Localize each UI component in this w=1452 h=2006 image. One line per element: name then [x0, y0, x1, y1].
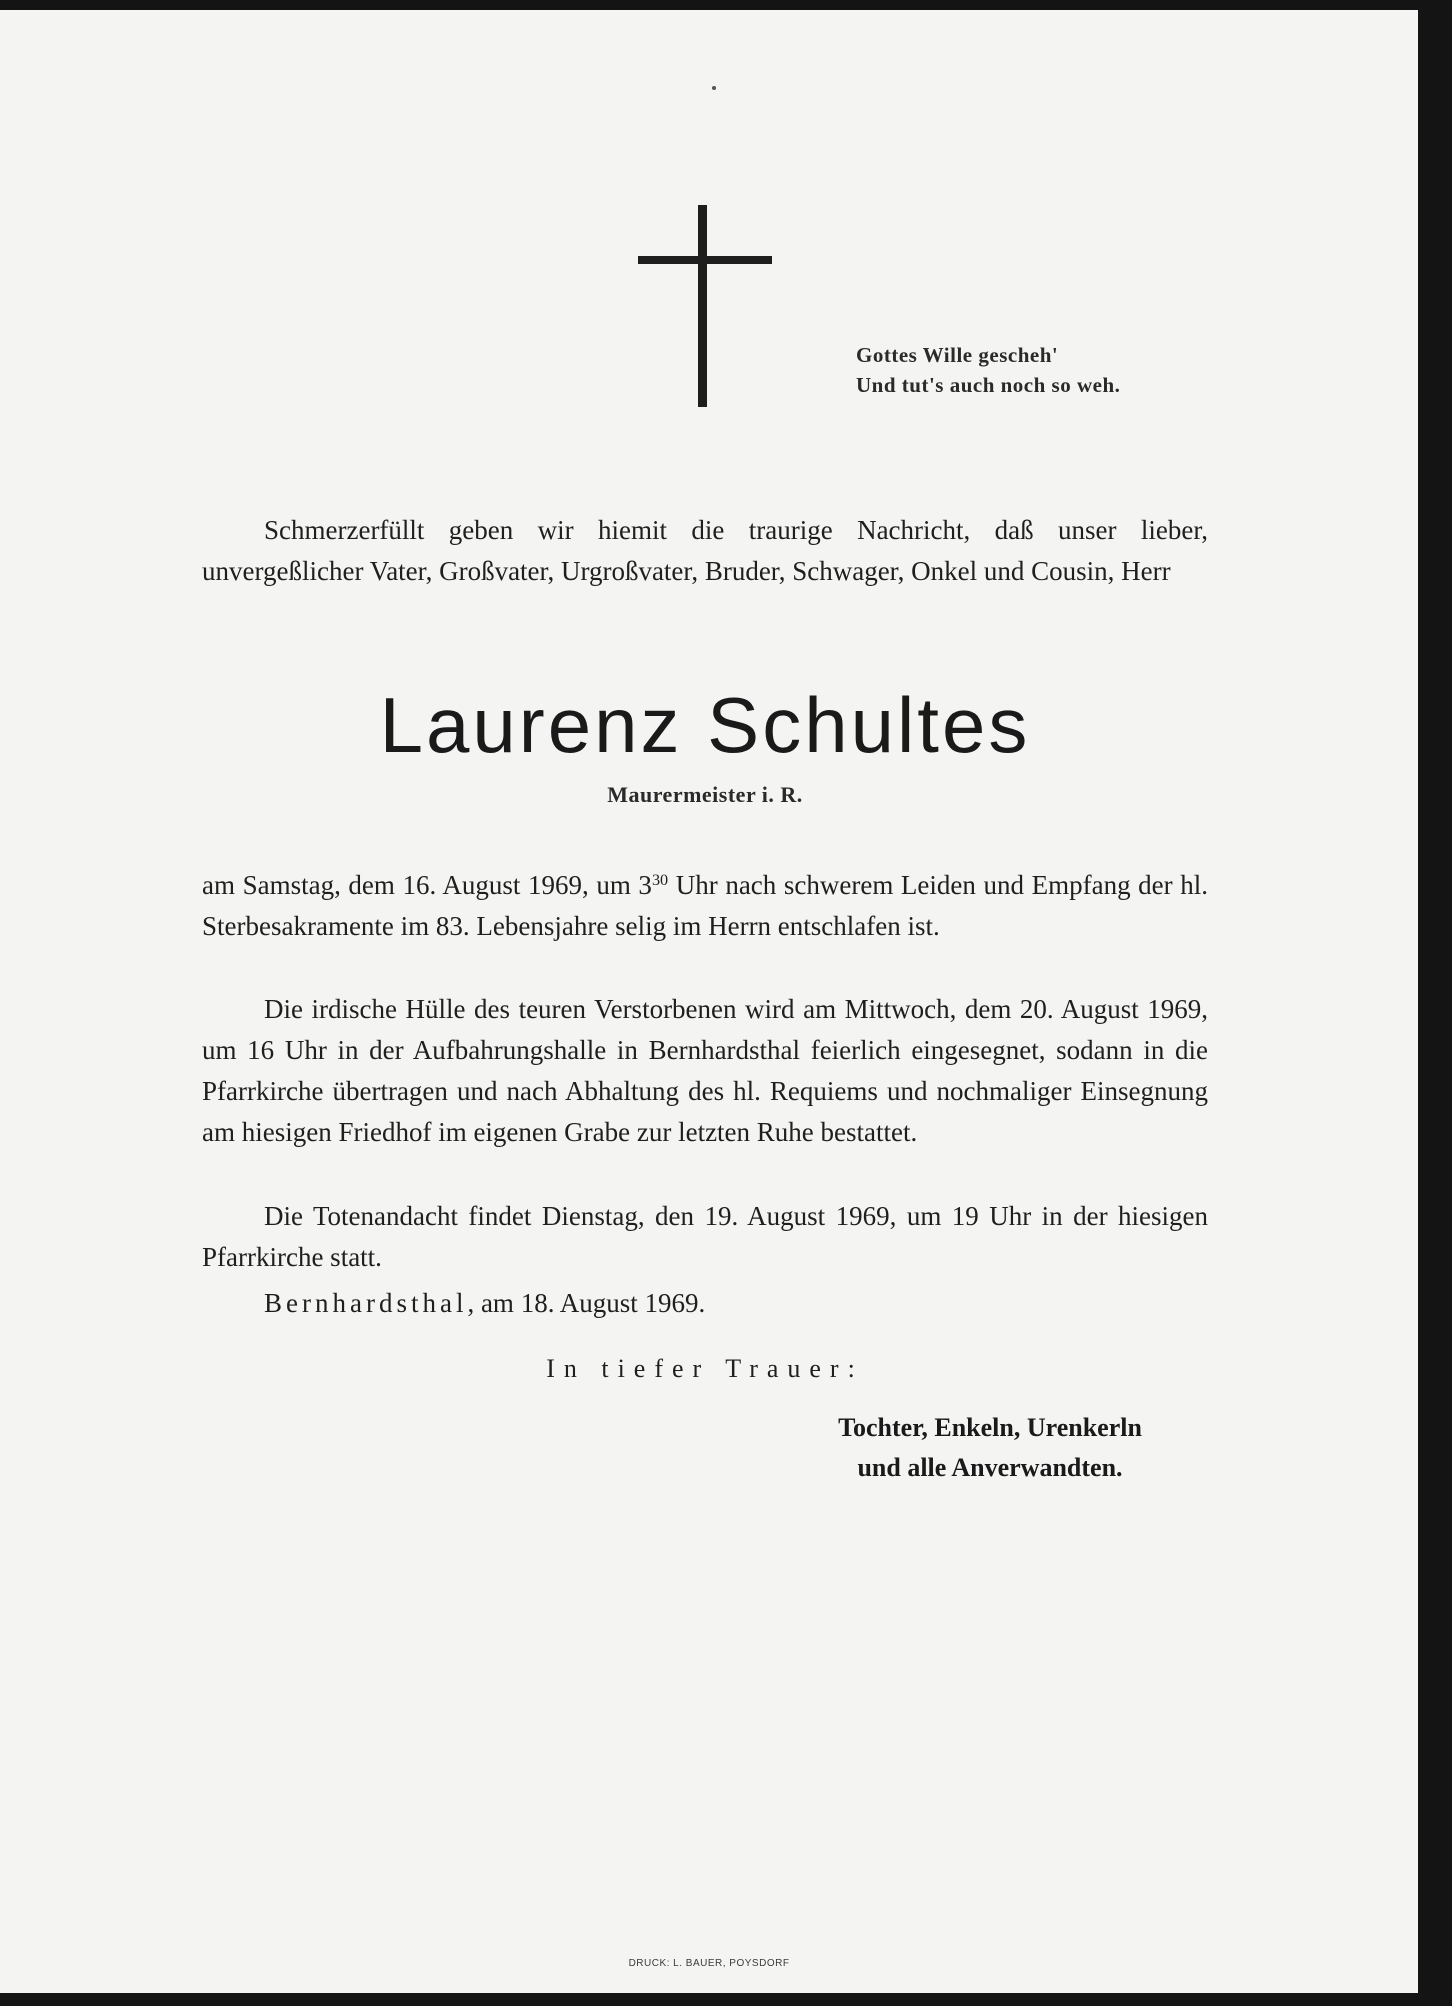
- obituary-sheet: [0, 10, 1418, 1993]
- signature-line-1: Tochter, Enkeln, Urenkerln: [838, 1413, 1142, 1442]
- cross-horizontal-bar: [638, 256, 772, 264]
- deceased-occupation: Maurermeister i. R.: [607, 782, 803, 807]
- death-text-start: am Samstag, dem 16. August 1969, um 3: [202, 870, 652, 900]
- death-text-end: Uhr nach schwerem Leiden und Empfang der hl. Sterbesakramente im 83. Lebensjahre selig im Herrn entschlafen ist.: [202, 870, 1208, 941]
- motto-line-1: Gottes Wille gescheh': [856, 343, 1059, 367]
- funeral-paragraph: Die irdische Hülle des teuren Verstorbenen wird am Mittwoch, dem 20. August 1969, um 16 Uhr in der Aufbahrungshalle in Bernhardsthal feierlich eingesegnet, sodann in die Pfarrkirche übertragen und nach Abhaltung des hl. Requiems und nochmaliger Einsegnung am hiesigen Friedhof im eigenen Grabe zur letzten Ruhe bestattet.: [202, 994, 1208, 1147]
- printer-imprint: DRUCK: L. BAUER, POYSDORF: [628, 1958, 790, 1969]
- cross-icon: [638, 205, 772, 407]
- motto-verse: [856, 340, 1120, 400]
- paper-speck: [712, 86, 716, 90]
- deceased-name: Laurenz Schultes: [379, 681, 1031, 769]
- issue-date: , am 18. August 1969.: [467, 1288, 706, 1318]
- death-paragraph: [202, 865, 1208, 947]
- background-edge: [1418, 0, 1452, 2006]
- prayer-paragraph: Die Totenandacht findet Dienstag, den 19. August 1969, um 19 Uhr in der hiesigen Pfarrkirche statt.: [202, 1201, 1208, 1272]
- mourning-label: In tiefer Trauer:: [546, 1354, 864, 1383]
- time-superscript: 30: [651, 871, 669, 890]
- place-name: Bernhardsthal: [264, 1288, 468, 1318]
- motto-line-2: Und tut's auch noch so weh.: [856, 373, 1121, 397]
- cross-vertical-bar: [698, 205, 707, 407]
- intro-paragraph: Schmerzerfüllt geben wir hiemit die traurige Nachricht, daß unser lieber, unvergeßlicher Vater, Großvater, Urgroßvater, Bruder, Schwager, Onkel und Cousin, Herr: [202, 515, 1208, 586]
- place-and-date: [264, 1283, 705, 1324]
- signature-line-2: und alle Anverwandten.: [857, 1453, 1123, 1482]
- mourners-signature: [780, 1408, 1200, 1488]
